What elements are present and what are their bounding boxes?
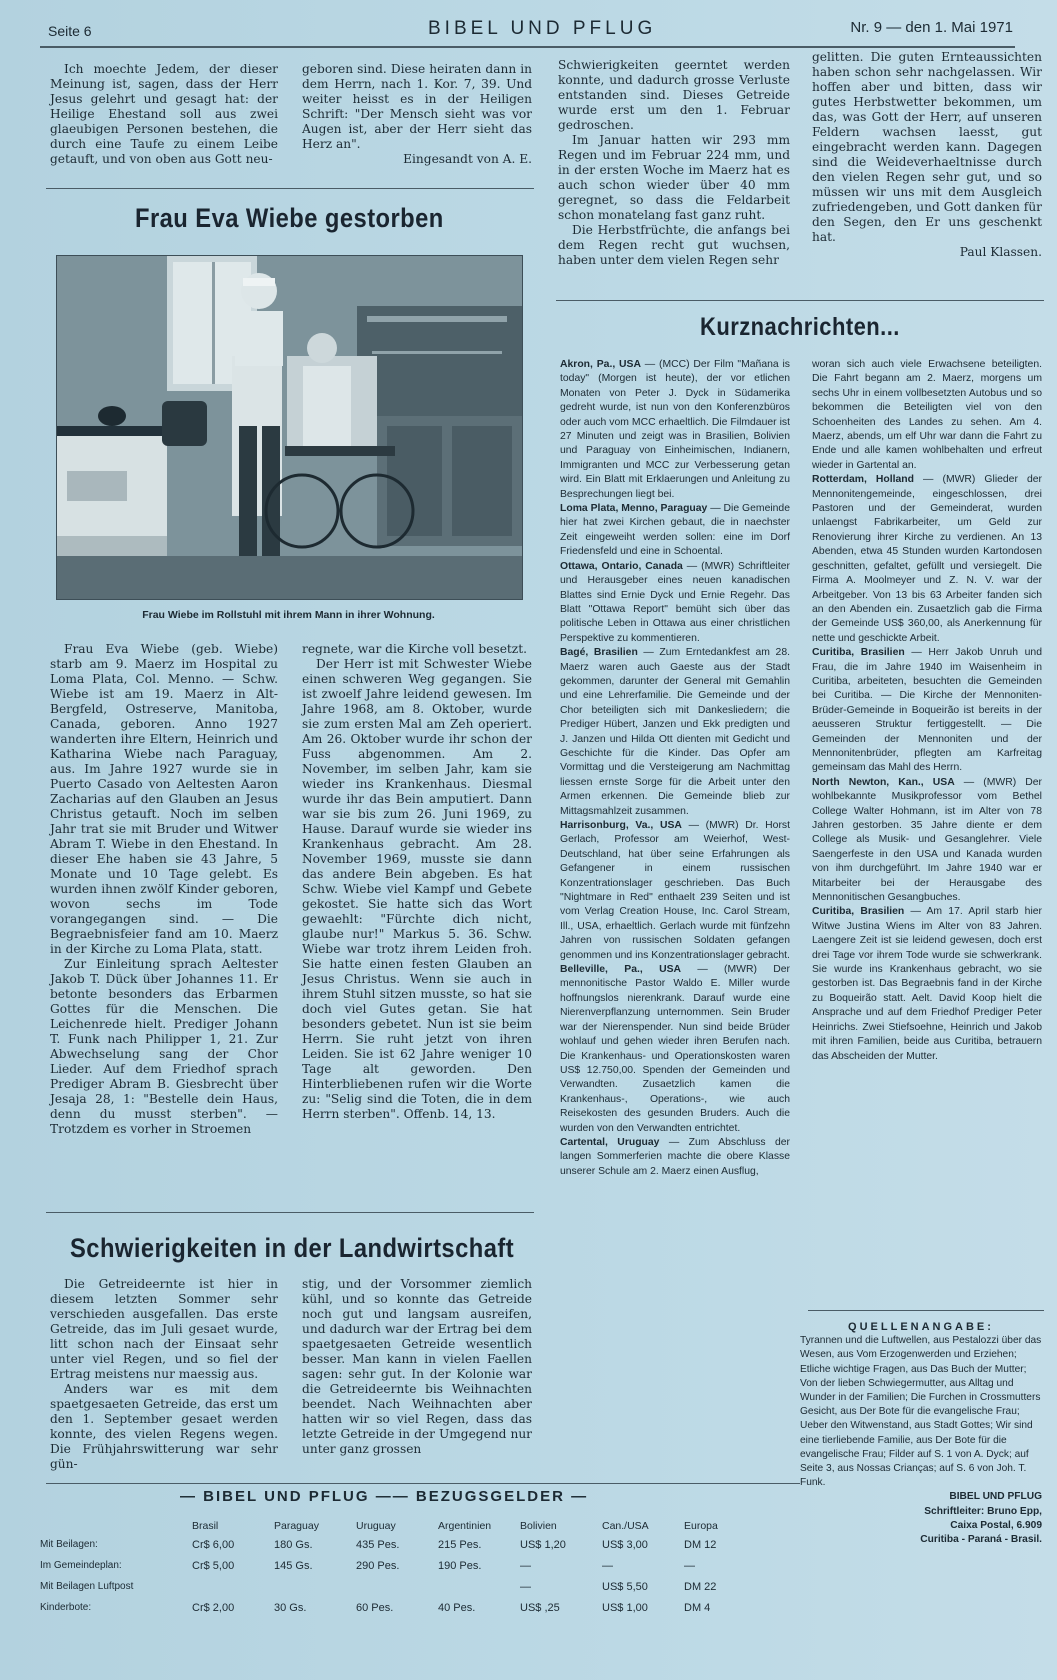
publisher-line: Schriftleiter: Bruno Epp, xyxy=(924,1505,1042,1517)
table-row xyxy=(40,1576,766,1597)
table-cell: 60 Pes. xyxy=(356,1601,394,1614)
table-cell: 30 Gs. xyxy=(274,1601,307,1614)
news-text: — Herr Jakob Unruh und Frau, die im Jahre 1940 im Waisenheim in Curitiba, arbeiteten, besuchten die Gemeinden bei Curitiba. — Die Kirche der Mennoniten-Brüder-Gemeinde in Boqueirão ist bereits in der aeusseren Struktur fertiggestellt. — Die Gemeinden der Mennoniten und der Mennonitenbrüder, pflegten am Karfreitag gemeinsam das Mahl des Herrn. xyxy=(812,647,1042,774)
table-row xyxy=(40,1597,766,1618)
publisher-line: BIBEL UND PFLUG xyxy=(949,1491,1042,1503)
paragraph: stig, und der Vorsommer ziemlich kühl, und so konnte das Getreide noch gut und langsam ausreifen, und dadurch war der Ertrag bei dem spaetgesaeten Getreide wesentlich besser. Man kann in vielen Faellen sagen: sehr gut. In der Kolonie war die Getreideernte bis Weihnachten beendet. Nach Weihnachten aber hatten wir so viel Regen, dass das letzte Getreide in der Umgegend nur unter ganz grossen xyxy=(302,1277,532,1456)
continuation-text: Ich moechte Jedem, der dieser Meinung ist, sagen, dass der Herr Jesus gelehrt und gesagt hat: der Heilige Ehestand soll aus zwei glaeubigen Personen bestehen, die durch eine Taufe zu einem Leibe getauft, und von oben aus Gott neu- xyxy=(50,62,278,166)
news-place: Bagé, Brasilien xyxy=(560,647,638,659)
column-header xyxy=(40,1518,192,1534)
news-place: Belleville, Pa., USA xyxy=(560,964,682,976)
signature: Paul Klassen. xyxy=(959,245,1042,259)
news-text: — (MWR) Dr. Horst Gerlach, Professor am Weierhof, West-Deutschland, hat über seine Erfahrungen als Gefangener in einem russischen Konzentrationslager geschrieben. Das Buch "Nightmare in Red" enthaelt 239 Seiten und ist vom Verlag Creation House, Inc. Carol Stream, Ill., USA, erhaeltlich. Gerlach wurde mit fünfzehn Jahren von russischen Soldaten gefangen genommen und ins Konzentrationslager gebracht. xyxy=(560,820,790,961)
section-rule xyxy=(46,188,534,189)
column-header: Uruguay xyxy=(356,1520,396,1532)
table-cell xyxy=(438,1576,520,1597)
farming-col-1 xyxy=(50,1277,278,1472)
column-header: Paraguay xyxy=(274,1520,319,1532)
news-item xyxy=(560,502,790,560)
paragraph: gelitten. Die guten Ernteaussichten haben schon sehr nachgelassen. Wir hoffen aber und bitten, dass wir gutes Herbstwetter bekommen, um das, was Gott der Herr, auf unseren Feldern wachsen laesst, gut eingebracht werden kann. Dagegen sind die Weideverhaeltnisse durch den vielen Regen sehr gut, und so müssen wir uns mit dem Ausgleich zufriedengeben, und Gott danken für den Segen, den Er uns geschenkt hat. xyxy=(812,50,1042,244)
news-item xyxy=(812,646,1042,776)
page-number: Seite 6 xyxy=(48,23,92,39)
news-item xyxy=(560,646,790,819)
subscription-table xyxy=(40,1518,766,1618)
subscription-title: — BIBEL UND PFLUG —— BEZUGSGELDER — xyxy=(180,1488,589,1505)
news-item xyxy=(812,776,1042,906)
column-header: Brasil xyxy=(192,1520,219,1532)
table-cell xyxy=(356,1576,438,1597)
table-header-row xyxy=(40,1518,766,1534)
table-cell: 215 Pes. xyxy=(438,1538,482,1551)
news-place: Cartental, Uruguay xyxy=(560,1136,660,1148)
news-place: Curitiba, Brasilien xyxy=(812,906,905,918)
table-cell: 190 Pes. xyxy=(438,1559,482,1572)
column-header: Bolivien xyxy=(520,1520,557,1532)
table-cell: US$ 1,20 xyxy=(520,1538,566,1551)
page-header xyxy=(48,18,1013,44)
news-text: — Zum Abschluss der langen Sommerferien machte die obere Klasse unserer Schule am 2. Maerz einen Ausflug, xyxy=(560,1136,790,1177)
column-header: Europa xyxy=(684,1520,718,1532)
table-cell: US$ 1,00 xyxy=(602,1601,648,1614)
table-cell: Cr$ 5,00 xyxy=(192,1559,235,1572)
table-cell: US$ 3,00 xyxy=(602,1538,648,1551)
news-text: — Die Gemeinde hier hat zwei Kirchen gebaut, die in naechster Zeit eingeweiht werden sollen: eine im Dorf Friedensfeld und eine in Schoental. xyxy=(560,503,790,558)
news-col-1 xyxy=(560,358,790,1179)
issue-date: Nr. 9 — den 1. Mai 1971 xyxy=(850,19,1013,36)
table-cell: Cr$ 6,00 xyxy=(192,1538,235,1551)
news-item xyxy=(560,1136,790,1179)
obituary-headline: Frau Eva Wiebe gestorben xyxy=(135,203,444,233)
table-cell: — xyxy=(602,1559,613,1572)
paragraph: Die Herbstfrüchte, die anfangs bei dem Regen recht gut wuchsen, haben unter dem vielen Regen sehr xyxy=(558,223,790,267)
news-item xyxy=(812,473,1042,646)
table-cell: 40 Pes. xyxy=(438,1601,476,1614)
paragraph: Zur Einleitung sprach Aeltester Jakob T. Dück über Johannes 11. Er betonte besonders das Erbarmen Gottes für die Menschen. Die Leichenrede hielt. Prediger Johann T. Funk nach Philipper 1, 21. Zur Abwechselung sang der Chor Lieder. Auf dem Friedhof sprach Prediger Abram B. Giesbrecht über Jesaja 28, 1: "Bestelle dein Haus, denn du musst sterben". — Trotzdem es vorher in Stroemen xyxy=(50,957,278,1136)
header-rule xyxy=(40,46,1015,48)
table-row xyxy=(40,1534,766,1555)
continuation-col-2 xyxy=(302,62,532,167)
table-cell: US$ ,25 xyxy=(520,1601,560,1614)
news-place: Harrisonburg, Va., USA xyxy=(560,820,682,831)
obituary-photo xyxy=(56,255,523,600)
news-col-2 xyxy=(812,358,1042,1064)
news-item xyxy=(560,963,790,1136)
row-label: Mit Beilagen: xyxy=(40,1539,98,1550)
table-cell: — xyxy=(684,1559,695,1572)
news-place: Loma Plata, Menno, Paraguay xyxy=(560,503,708,515)
news-text: — (MWR) Der wohlbekannte Musikprofessor vom Bethel College Walter Hohmann, ist im Alter von 78 Jahren gestorben. 35 Jahre diente er dem College als Musik- und Gesanglehrer. Viele Saengerfeste in den USA und Kanada wurden von ihm durchgeführt. Im Jahre 1940 war er Mitarbeiter bei der Herausgabe des Mennonitischen Gesangbuches. xyxy=(812,776,1043,904)
row-label: Kinderbote: xyxy=(40,1602,92,1613)
farming-col-2 xyxy=(302,1277,532,1457)
news-place: Rotterdam, Holland xyxy=(812,474,914,486)
news-text: — (MWR) Der mennonitische Pastor Waldo E. Miller wurde hoffnungslos nierenkrank. Darauf wurde eine Nierenverpflanzung unternommen. Sein Bruder war der Nierenspender. Nun sind beide Brüder wohlauf und gehen wieder ihren Berufen nach. Die Krankenhaus- und Operationskosten waren US$ 12.750,00. Spenden der Gemeinden und Verwandten. Zusaetzlich kamen die Krankenhaus-, Operations-, wie auch Reisekosten des gesunden Bruders. Auch die wurden von den Verwandten entrichtet. xyxy=(560,964,790,1134)
paragraph: Die Getreideernte ist hier in diesem letzten Sommer sehr verschieden ausgefallen. Das erste Getreide, das im Juli gesaet wurde, litt schon nach der Einsaat sehr unter viel Regen, und so fiel der Ertrag meistens nur maessig aus. xyxy=(50,1277,278,1381)
table-cell: 290 Pes. xyxy=(356,1559,400,1572)
table-cell xyxy=(192,1576,274,1597)
continuation-text: geboren sind. Diese heiraten dann in dem Herrn, nach 1. Kor. 7, 39. Und weiter heisst es in der Heiligen Schrift: "Der Mensch sieht was vor Augen ist, aber der Herr sieht das Herz an". xyxy=(302,62,532,151)
paragraph: regnete, war die Kirche voll besetzt. xyxy=(302,642,527,656)
sources-text: Tyrannen und die Luftwellen, aus Pestalozzi über das Wesen, aus Vom Erzogenwerden und Erziehen; Etliche wichtige Fragen, aus Das Buch der Mutter; Von der lieben Schwiegermutter, aus Alltag und Wunder in der Familien; Die Furchen in Crossmutters Gesicht, aus Der Bote für die evangelische Frau; Ueber den Witwenstand, aus Stadt Gottes; Wir sind eine tierliebende Familie, aus Der Bote für die evangelische Frau; Filder auf S. 1 von A. Dyck; auf Seite 3, aus Nossas Crianças; auf S. 6 von Joh. T. Funk. xyxy=(800,1335,1042,1489)
obituary-col-2 xyxy=(302,642,532,1122)
continuation-col-4 xyxy=(812,50,1042,260)
news-place: North Newton, Kan., USA xyxy=(812,776,955,788)
table-cell: 435 Pes. xyxy=(356,1538,400,1551)
table-cell: — xyxy=(520,1559,531,1572)
section-rule xyxy=(46,1483,800,1484)
sources-title: QUELLENANGABE: xyxy=(848,1321,994,1333)
table-row xyxy=(40,1555,766,1576)
news-item xyxy=(560,358,790,502)
section-rule xyxy=(556,300,1044,301)
news-text: — (MWR) Glieder der Mennonitengemeinde, eingeschlossen, drei Pastoren und der Gemeinderat, wurden unlaengst Fabrikarbeiter, um Geld zur Renovierung ihrer Kirche zu verdienen. An 13 Abenden, etwa 45 Stunden wurden Kartondosen geschnitten, gefaltet, gefüllt und versiegelt. Die Firma A. Moolmeyer und Z. N. V. war der Arbeitgeber. Von 13 bis 63 Arbeiter fanden sich an den Abenden ein. Zusaetzlich gab die Firma der Gemeinde US$ 360,00, als Anerkennung für nette und geschickte Arbeit. xyxy=(812,474,1042,644)
news-headline: Kurznachrichten... xyxy=(700,313,900,341)
table-cell: Cr$ 2,00 xyxy=(192,1601,235,1614)
paragraph: Der Herr ist mit Schwester Wiebe einen schweren Weg gegangen. Sie ist zwoelf Jahre leidend gewesen. Im Jahre 1968, am 8. Oktober, wurde sie zum ersten Mal am Zeh operiert. Am 26. Oktober wurde ihr schon der Fuss abgenommen. Am 2. November, im selben Jahr, kam sie wieder ins Krankenhaus. Diesmal wurde ihr das Bein amputiert. Dann war sie bis zum 26. Juni 1969, zu Hause. Darauf wurde sie wieder ins Krankenhaus gebracht. Am 28. November 1969, musste sie dann das andere Bein abgeben. Es hat Schw. Wiebe viel Kampf und Gebete gekostet. Sie hatte sich das Wort gewaehlt: "Fürchte dich nicht, glaube nur!" Markus 5. 36. Schw. Wiebe war trotz ihrem Leiden froh. Sie hatte einen festen Glauben an Jesus Christus. Wenn sie auch in ihrem Stuhl sitzen musste, so hat sie doch viel Gutes getan. Sie hat besonders gebetet. Nun ist sie beim Herrn. Sie ruht jetzt von ihren Leiden. Sie ist 62 Jahre weniger 10 Tage alt geworden. Den Hinterbliebenen rufen wir die Worte zu: "Selig sind die Toten, die in dem Herrn sterben". Offenb. 14, 13. xyxy=(302,657,532,1121)
table-cell xyxy=(274,1576,356,1597)
table-cell: US$ 5,50 xyxy=(602,1580,648,1593)
paragraph: Schwierigkeiten geerntet werden konnte, und dadurch grosse Verluste entstanden sind. Dieses Getreide wurde erst um den 1. Februar gedroschen. xyxy=(558,58,790,132)
table-cell: 180 Gs. xyxy=(274,1538,313,1551)
news-place: Curitiba, Brasilien xyxy=(812,647,905,659)
news-item xyxy=(812,358,1042,473)
row-label: Im Gemeindeplan: xyxy=(40,1560,122,1571)
news-item xyxy=(812,905,1042,1063)
row-label: Mit Beilagen Luftpost xyxy=(40,1581,134,1592)
column-header: Argentinien xyxy=(438,1520,492,1532)
section-rule xyxy=(808,1310,1044,1311)
photo-illustration xyxy=(57,256,522,599)
news-text: — Zum Erntedankfest am 28. Maerz waren auch Gaeste aus der Stadt gekommen, darunter der General mit Gemahlin und eine Lehrerfamilie. Die Gemeinde und der Chor beteiligten sich mit Dankesliedern; die Prediger Hübert, Janzen und Ekk predigten und J. Janzen und Hilda Ott dienten mit Gedicht und Geschichte für die Kinder. Das Opfer am Vormittag und die Versteigerung am Nachmittag liessen ernste Sorge für die Arbeit unter den Armen erkennen. Die Gemeinde blieb zur Mittagsmahlzeit zusammen. xyxy=(560,647,790,817)
news-place: Akron, Pa., USA xyxy=(560,359,641,370)
news-text: woran sich auch viele Erwachsene beteiligten. Die Fahrt begann am 2. Maerz, morgens um sechs Uhr in einem vollbesetzten Autobus und so bekommen die Beteiligten viel von den Schoenheiten des Landes zu sehen. Am 4. Maerz, abends, um elf Uhr war dann die Fahrt zu Ende und alle kamen wohlbehalten und erfreut wieder in Gartental an. xyxy=(812,359,1042,471)
signature: Eingesandt von A. E. xyxy=(403,152,532,166)
section-rule xyxy=(46,1212,534,1213)
news-item xyxy=(560,560,790,646)
table-cell: DM 22 xyxy=(684,1580,717,1593)
paragraph: Im Januar hatten wir 293 mm Regen und im Februar 224 mm, und in der ersten Woche im Maerz hat es auch schon wieder über 40 mm geregnet, so dass die Feldarbeit schon monatelang fast ganz ruht. xyxy=(558,133,790,222)
farming-headline: Schwierigkeiten in der Landwirtschaft xyxy=(70,1233,515,1263)
news-place: Ottawa, Ontario, Canada xyxy=(560,560,683,572)
sources-box xyxy=(800,1320,1042,1547)
table-cell: — xyxy=(520,1580,531,1593)
table-cell: 145 Gs. xyxy=(274,1559,313,1572)
obituary-col-1 xyxy=(50,642,278,1137)
photo-caption: Frau Wiebe im Rollstuhl mit ihrem Mann in ihrer Wohnung. xyxy=(142,609,435,621)
continuation-col-3 xyxy=(558,58,790,268)
news-text: — Am 17. April starb hier Witwe Justina Wiens im Alter von 83 Jahren. Laengere Zeit ist sie leidend gewesen, doch erst drei Tage vor ihrem Tode wurde sie schwerkrank. Sie wurde ins Krankenhaus gebracht, wo sie gestorben ist. Das Begraebnis fand in der Kirche zu Boqueirão statt. Aelt. David Koop hielt die Ansprache und auf dem Friedhof Prediger Peter Heinrichs. Zwei Stiefsoehne, Heinrich und Jakob mit ihren Familien, beide aus Curitiba, betrauern das Abscheiden der Mutter. xyxy=(812,906,1042,1062)
news-item xyxy=(560,819,790,963)
continuation-col-1 xyxy=(50,62,278,167)
column-header: Can./USA xyxy=(602,1520,649,1532)
news-text: — (MWR) Schriftleiter und Herausgeber eines neuen kanadischen Blattes sind Ernie Dyck und Ernie Regehr. Das Blatt "Ottawa Report" bemüht sich über das politische Leben in Ottawa aus einer christlichen Perspektive zu kommentieren. xyxy=(560,560,790,644)
publisher-line: Curitiba - Paraná - Brasil. xyxy=(920,1534,1042,1546)
news-text: — (MCC) Der Film "Mañana is today" (Morgen ist heute), der vor etlichen Monaten von Peter J. Dyck in Südamerika gedreht wurde, ist nun von den Konferenzbüros oder auch vom MCC erhaeltlich. Die Filmdauer ist 27 Minuten und zeigt was in Brasilien, Bolivien und Paraguay von Einheimischen, Indianern, Immigranten und MCC zur Verbesserung getan wird. Ein Blatt mit Erklaerungen und Anleitung zu Besprechungen liegt bei. xyxy=(560,359,790,500)
publisher-line: Caixa Postal, 6.909 xyxy=(950,1519,1042,1531)
masthead: BIBEL UND PFLUG xyxy=(428,18,657,39)
paragraph: Frau Eva Wiebe (geb. Wiebe) starb am 9. Maerz im Hospital zu Loma Plata, Col. Menno. — Schw. Wiebe ist am 19. Maerz in Alt-Bergfeld, Ostreserve, Manitoba, Canada, geboren. Anno 1927 wanderten ihre Eltern, Heinrich und Katharina Wiebe nach Paraguay, aus. Im Jahre 1927 wurde sie in Puerto Casado von Aeltesten Aaron Zacharias auf den Glauben an Jesus Christus getauft. Noch im selben Jahr trat sie mit Bruder und Witwer Abram T. Wiebe in den Ehestand. In dieser Ehe haben sie 43 Jahre, 5 Monate und 10 Tage gelebt. Es wurden ihnen zwölf Kinder geboren, wovon sechs im Tode vorangegangen sind. — Die Begraebnisfeier fand am 10. Maerz in der Kirche zu Loma Plata, statt. xyxy=(50,642,278,956)
table-cell: DM 12 xyxy=(684,1538,717,1551)
table-cell: DM 4 xyxy=(684,1601,711,1614)
paragraph: Anders war es mit dem spaetgesaeten Getreide, das erst um den 1. September gesaet werden konnte, des vielen Regens wegen. Die Frühjahrswitterung war sehr gün- xyxy=(50,1382,278,1471)
